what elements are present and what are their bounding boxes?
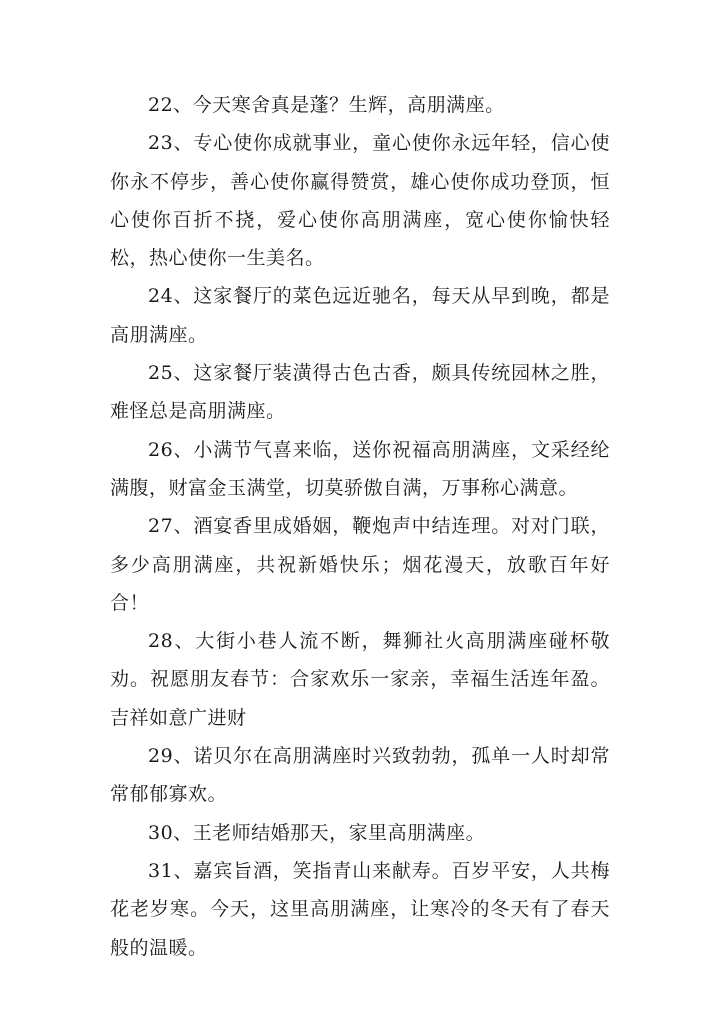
paragraph-26: 26、小满节气喜来临，送你祝福高朋满座，文采经纶满腹，财富金玉满堂，切莫骄傲自满，万事称心满意。: [110, 438, 610, 499]
paragraph-25: 25、这家餐厅装潢得古色古香，颇具传统园林之胜，难怪总是高朋满座。: [110, 362, 610, 423]
document-body: [110, 86, 610, 967]
paragraph-22: 22、今天寒舍真是蓬？生辉，高朋满座。: [148, 94, 505, 116]
paragraph-29: 29、诺贝尔在高朋满座时兴致勃勃，孤单一人时却常常郁郁寡欢。: [110, 745, 610, 806]
paragraph-30: 30、王老师结婚那天，家里高朋满座。: [148, 821, 486, 844]
paragraph-24: 24、这家餐厅的菜色远近驰名，每天从早到晚，都是高朋满座。: [110, 285, 610, 346]
paragraph-27: 27、酒宴香里成婚姻，鞭炮声中结连理。对对门联，多少高朋满座，共祝新婚快乐；烟花漫天，放歌百年好合！: [110, 515, 610, 614]
paragraph-31: 31、嘉宾旨酒，笑指青山来献寿。百岁平安，人共梅花老岁寒。今天，这里高朋满座，让寒冷的冬天有了春天般的温暖。: [110, 859, 610, 959]
paragraph-23: 23、专心使你成就事业，童心使你永远年轻，信心使你永不停步，善心使你赢得赞赏，雄心使你成功登顶，恒心使你百折不挠，爱心使你高朋满座，宽心使你愉快轻松，热心使你一生美名。: [110, 132, 610, 270]
paragraph-28: 28、大街小巷人流不断，舞狮社火高朋满座碰杯敬劝。祝愿朋友春节：合家欢乐一家亲，幸福生活连年盈。吉祥如意广进财: [110, 630, 610, 729]
